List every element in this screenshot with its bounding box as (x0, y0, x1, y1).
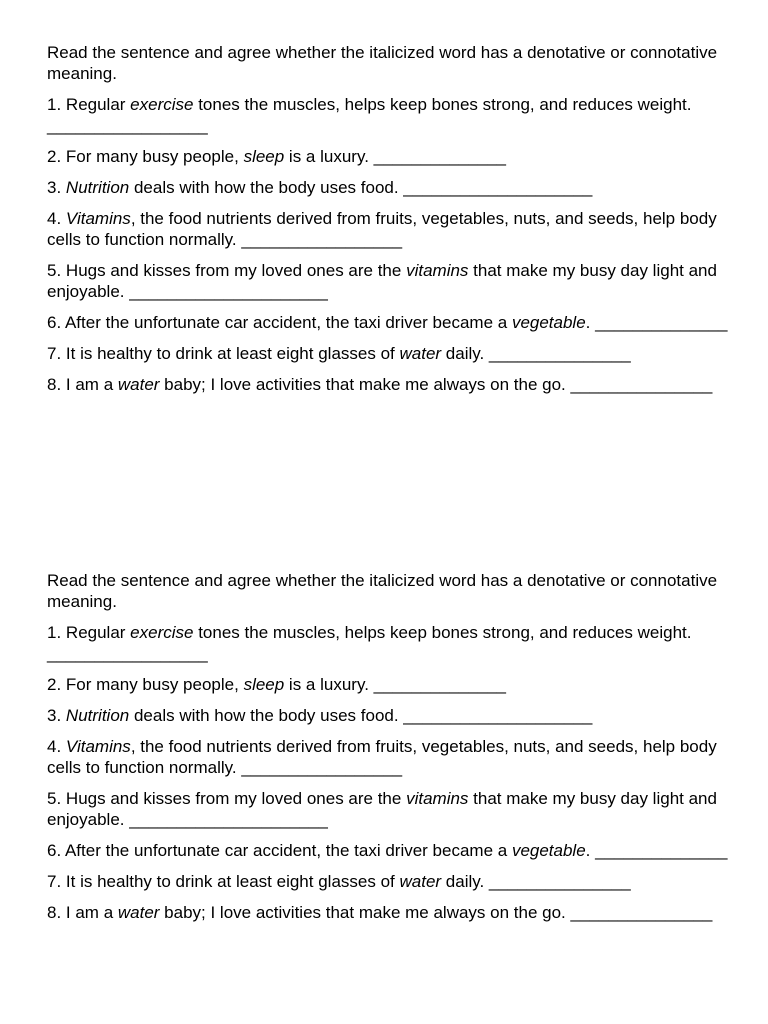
question-number: 8. (47, 375, 62, 394)
italic-word: Nutrition (65, 178, 130, 197)
question-text: I am a (61, 375, 118, 394)
question-number: 5. (47, 261, 62, 280)
question-text: deals with how the body uses food. ____________________ (129, 178, 593, 197)
question-number: 6. (47, 841, 62, 860)
question-text: After the unfortunate car accident, the taxi driver became a (61, 841, 512, 860)
question-text: deals with how the body uses food. ____________________ (129, 706, 593, 725)
question-number: 2. (47, 675, 62, 694)
italic-word: exercise (130, 623, 194, 642)
question-text: Hugs and kisses from my loved ones are the (61, 789, 407, 808)
question-text: For many busy people, (61, 147, 244, 166)
question-text: that make my busy day light and enjoyable. _____________________ (47, 261, 717, 301)
question-3 (47, 177, 737, 198)
italic-word: sleep (243, 147, 285, 166)
italic-word: water (399, 872, 442, 891)
question-4 (47, 208, 737, 250)
question-6 (47, 840, 737, 861)
question-number: 8. (47, 903, 62, 922)
question-text: . ______________ (585, 313, 728, 332)
question-text: baby; I love activities that make me always on the go. _______________ (159, 375, 713, 394)
question-number: 1. (47, 623, 62, 642)
instructions: Read the sentence and agree whether the italicized word has a denotative or connotative meaning. (47, 571, 718, 611)
italic-word: water (117, 375, 160, 394)
question-5 (47, 260, 737, 302)
italic-word: vitamins (406, 261, 469, 280)
question-text: tones the muscles, helps keep bones strong, and reduces weight. _________________ (47, 95, 692, 135)
question-text: is a luxury. ______________ (284, 147, 506, 166)
question-number: 5. (47, 789, 62, 808)
question-text: baby; I love activities that make me always on the go. _______________ (159, 903, 713, 922)
instructions: Read the sentence and agree whether the italicized word has a denotative or connotative meaning. (47, 43, 718, 83)
question-8 (47, 902, 737, 923)
question-text: I am a (61, 903, 118, 922)
italic-word: vegetable (511, 313, 586, 332)
question-2 (47, 146, 737, 167)
question-7 (47, 871, 737, 892)
question-5 (47, 788, 737, 830)
question-text: that make my busy day light and enjoyable. _____________________ (47, 789, 717, 829)
question-number: 6. (47, 313, 62, 332)
question-number: 2. (47, 147, 62, 166)
question-text: , the food nutrients derived from fruits, vegetables, nuts, and seeds, help body cells to function normally. _________________ (47, 737, 717, 777)
question-text: After the unfortunate car accident, the taxi driver became a (61, 313, 512, 332)
italic-word: Vitamins (65, 737, 131, 756)
question-8 (47, 374, 737, 395)
question-text: tones the muscles, helps keep bones strong, and reduces weight. _________________ (47, 623, 692, 663)
question-7 (47, 343, 737, 364)
question-4 (47, 736, 737, 778)
question-6 (47, 312, 737, 333)
question-number: 4. (47, 209, 62, 228)
question-text: daily. _______________ (441, 344, 631, 363)
italic-word: water (117, 903, 160, 922)
question-number: 7. (47, 872, 62, 891)
question-number: 1. (47, 95, 62, 114)
question-text: daily. _______________ (441, 872, 631, 891)
italic-word: water (399, 344, 442, 363)
question-text: . ______________ (585, 841, 728, 860)
question-text: is a luxury. ______________ (284, 675, 506, 694)
question-3 (47, 705, 737, 726)
question-text: , the food nutrients derived from fruits, vegetables, nuts, and seeds, help body cells to function normally. _________________ (47, 209, 717, 249)
question-text: Regular (61, 623, 131, 642)
question-number: 4. (47, 737, 62, 756)
italic-word: Nutrition (65, 706, 130, 725)
italic-word: Vitamins (65, 209, 131, 228)
question-2 (47, 674, 737, 695)
question-text: It is healthy to drink at least eight glasses of (61, 344, 400, 363)
question-number: 3. (47, 706, 62, 725)
question-1 (47, 622, 737, 664)
worksheet-top (47, 42, 737, 405)
question-1 (47, 94, 737, 136)
question-text: Hugs and kisses from my loved ones are the (61, 261, 407, 280)
italic-word: exercise (130, 95, 194, 114)
question-text: It is healthy to drink at least eight glasses of (61, 872, 400, 891)
question-number: 3. (47, 178, 62, 197)
worksheet-bottom (47, 570, 737, 933)
italic-word: sleep (243, 675, 285, 694)
italic-word: vitamins (406, 789, 469, 808)
question-text: For many busy people, (61, 675, 244, 694)
italic-word: vegetable (511, 841, 586, 860)
question-text: Regular (61, 95, 131, 114)
question-number: 7. (47, 344, 62, 363)
